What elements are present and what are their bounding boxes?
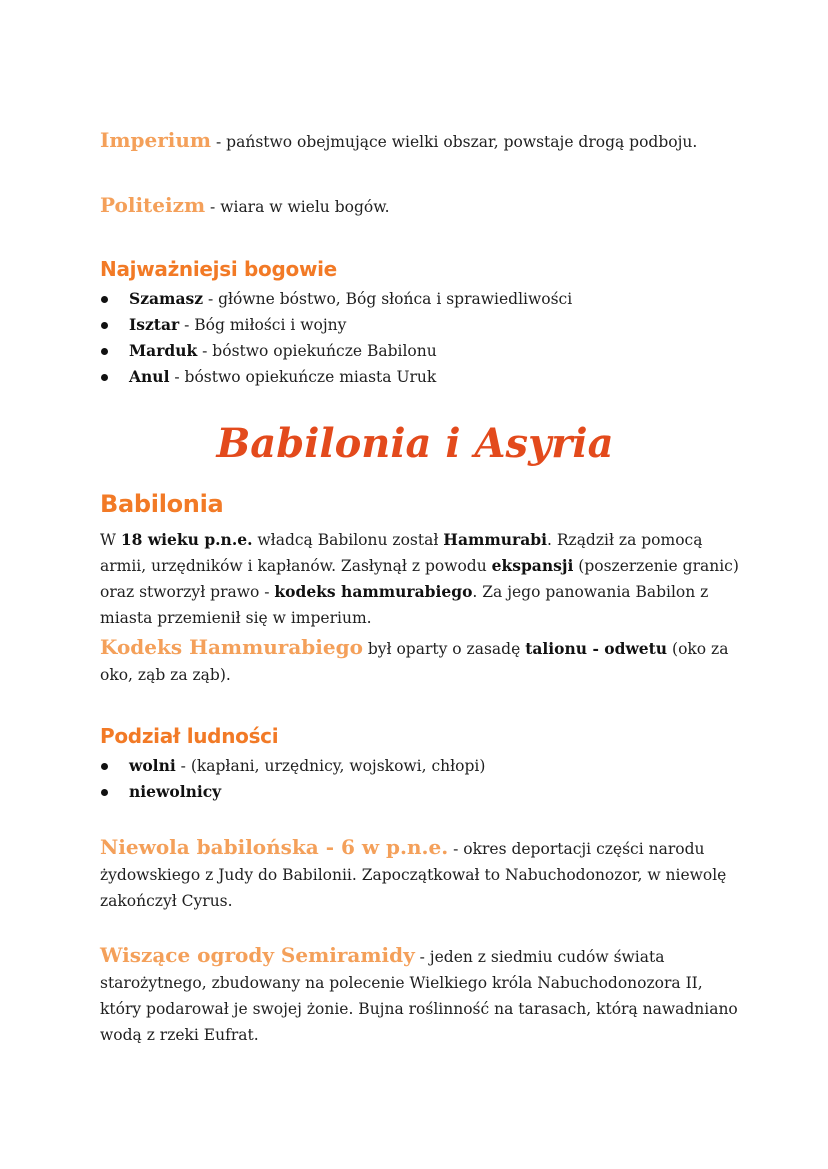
bullet-icon [101, 763, 108, 770]
god-name: Isztar [129, 315, 180, 334]
text-run: (poszerzenie granic) oraz stworzył prawo - [100, 557, 739, 601]
text-run: władcą Babilonu został [252, 531, 444, 549]
bullet-icon [101, 789, 108, 796]
text-bold: talionu - odwetu [525, 639, 668, 658]
paragraph-ogrody [100, 942, 740, 1048]
definition-politeizm [100, 195, 390, 217]
list-item [100, 779, 485, 805]
paragraph-kodeks [100, 634, 740, 688]
text-run: . Za jego panowania Babilon z miasta przemienił się w imperium. [100, 583, 709, 627]
class-name: wolni [129, 756, 176, 775]
term-niewola: Niewola babilońska - 6 w p.n.e. [100, 835, 449, 859]
term-politeizm: Politeizm [100, 193, 206, 217]
definition-imperium [100, 130, 697, 152]
text-run: . Rządził za pomocą armii, urzędników i kapłanów. Zasłynął z powodu [100, 531, 703, 575]
heading-gods: Najważniejsi bogowie [100, 257, 337, 281]
paragraph-babilonia [100, 527, 740, 631]
text-bold: kodeks hammurabiego [274, 582, 473, 601]
bullet-icon [101, 296, 108, 303]
term-imperium: Imperium [100, 128, 212, 152]
class-desc: - (kapłani, urzędnicy, wojskowi, chłopi) [175, 757, 486, 775]
text-bold: Hammurabi [443, 530, 547, 549]
paragraph-niewola [100, 834, 740, 914]
text-run: - okres deportacji części narodu żydowskiego z Judy do Babilonii. Zapoczątkował to Nabuchodonozor, w niewolę zakończył Cyrus. [100, 840, 727, 910]
heading-podzial: Podział ludności [100, 724, 279, 748]
text-run: był oparty o zasadę [362, 640, 526, 658]
heading-babilonia: Babilonia [100, 490, 224, 518]
text-run: W [100, 531, 121, 549]
bullet-icon [101, 348, 108, 355]
god-desc: - bóstwo opiekuńcze miasta Uruk [169, 368, 437, 386]
bullet-icon [101, 322, 108, 329]
definition-politeizm-text: - wiara w wielu bogów. [205, 198, 390, 216]
class-name: niewolnicy [129, 782, 222, 801]
list-item [100, 753, 485, 779]
list-item [100, 286, 572, 312]
god-name: Anul [129, 367, 170, 386]
god-desc: - główne bóstwo, Bóg słońca i sprawiedliwości [203, 290, 573, 308]
gods-list [100, 286, 572, 390]
god-desc: - Bóg miłości i wojny [179, 316, 347, 334]
god-name: Szamasz [129, 289, 204, 308]
god-desc: - bóstwo opiekuńcze Babilonu [197, 342, 437, 360]
term-ogrody: Wiszące ogrody Semiramidy [100, 943, 415, 967]
list-item [100, 338, 572, 364]
definition-imperium-text: - państwo obejmujące wielki obszar, powstaje drogą podboju. [211, 133, 698, 151]
text-run: - jeden z siedmiu cudów świata starożytnego, zbudowany na polecenie Wielkiego króla Nabuchodonozora II, który podarował je swojej żonie. Bujna roślinność na tarasach, którą nawadniano wodą z rzeki Eufrat. [100, 948, 738, 1044]
podzial-list [100, 753, 485, 805]
god-name: Marduk [129, 341, 198, 360]
text-bold: 18 wieku p.n.e. [120, 530, 253, 549]
list-item [100, 312, 572, 338]
text-run: (oko za oko, ząb za ząb). [100, 640, 729, 684]
bullet-icon [101, 374, 108, 381]
term-kodeks: Kodeks Hammurabiego [100, 635, 363, 659]
page-title: Babilonia i Asyria [216, 420, 614, 467]
text-bold: ekspansji [491, 556, 574, 575]
list-item [100, 364, 572, 390]
